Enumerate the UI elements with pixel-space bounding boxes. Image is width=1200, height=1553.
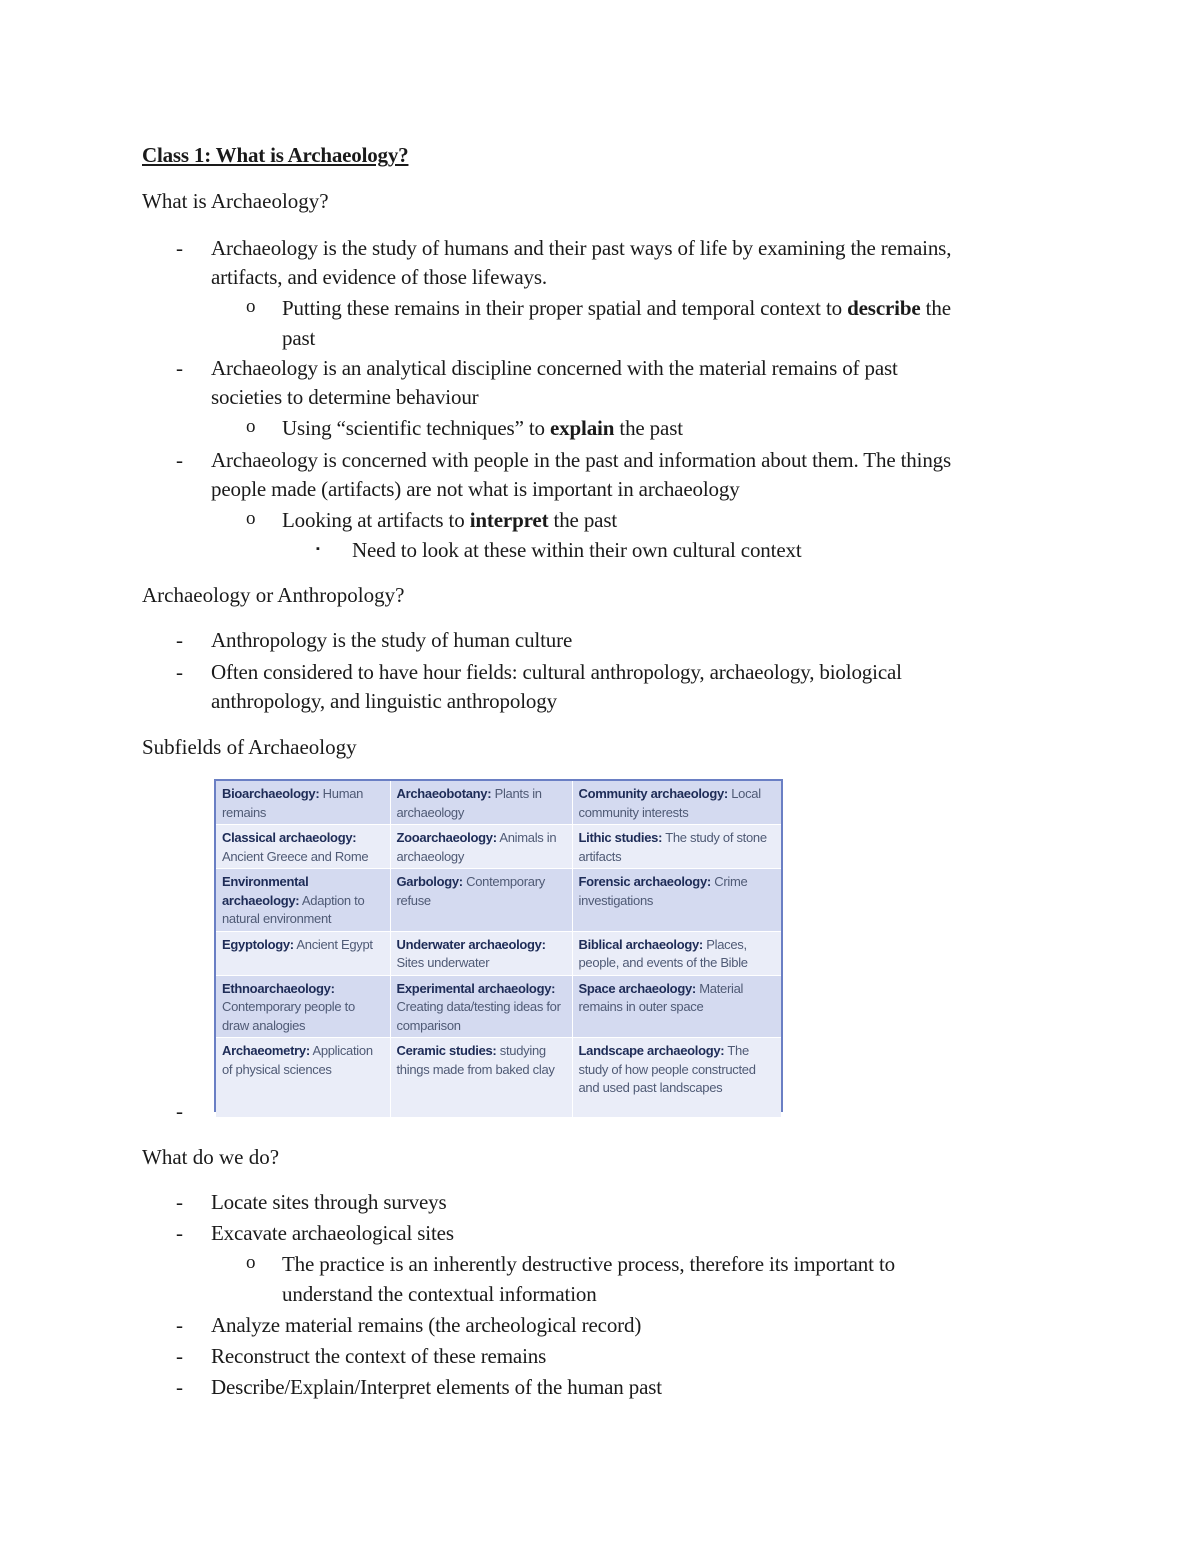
subfield-term: Classical archaeology:: [222, 830, 357, 845]
bullet-line: Archaeology is the study of humans and their past ways of life by examining the remains,: [211, 236, 952, 260]
subfield-description: Adaption to natural environment: [222, 892, 365, 926]
subfield-cell: [390, 931, 572, 975]
subfield-cell: [572, 931, 781, 975]
subfield-description: Plants in archaeology: [396, 786, 542, 820]
emphasis-describe: describe: [847, 296, 921, 320]
circle-bullet: o: [246, 416, 256, 437]
subfield-term: Lithic studies:: [578, 830, 663, 845]
dash-bullet: -: [176, 628, 183, 652]
subfield-cell: [216, 781, 390, 825]
subfields-row: [216, 931, 781, 975]
subfield-cell: [572, 869, 781, 932]
subfield-description: Human remains: [222, 786, 364, 820]
subfield-term: Ethnoarchaeology:: [222, 980, 335, 996]
bullet-line: Archaeology is concerned with people in the past and information about them. The things: [211, 448, 952, 472]
subfield-cell: [216, 825, 390, 869]
subfield-term: Ceramic studies:: [396, 1043, 497, 1058]
dash-bullet: -: [176, 1344, 183, 1368]
subfield-description: Application of physical sciences: [222, 1043, 373, 1077]
bullet-line: Anthropology is the study of human culture: [211, 628, 573, 652]
subfield-description: Contemporary refuse: [396, 874, 545, 908]
dash-bullet: -: [176, 448, 183, 472]
subfield-cell: [216, 1038, 390, 1118]
subfields-row: [216, 1038, 781, 1118]
subfields-row: [216, 781, 781, 825]
subfield-cell: [390, 1038, 572, 1118]
sub-bullet-line: Looking at artifacts to interpret the past: [282, 508, 618, 532]
subfield-cell: [216, 931, 390, 975]
subfield-term: Archaeobotany:: [396, 786, 492, 801]
dash-bullet: -: [176, 236, 183, 260]
bullet-line: Analyze material remains (the archeological record): [211, 1313, 642, 1337]
subfield-cell: [572, 1038, 781, 1118]
subfield-description: Local community interests: [578, 786, 761, 820]
page-title: Class 1: What is Archaeology?: [142, 143, 409, 167]
subfield-term: Garbology:: [396, 874, 463, 889]
bullet-line: Reconstruct the context of these remains: [211, 1344, 547, 1368]
subfield-description: Crime investigations: [578, 874, 748, 908]
square-bullet: ▪: [316, 543, 320, 555]
subfield-cell: [390, 781, 572, 825]
subfields-row: [216, 869, 781, 932]
dash-bullet: -: [176, 1099, 183, 1123]
bullet-line: anthropology, and linguistic anthropology: [211, 689, 557, 713]
subfield-description: Ancient Egypt: [293, 936, 373, 952]
bullet-line: Often considered to have hour fields: cultural anthropology, archaeology, biological: [211, 660, 902, 684]
subfield-term: Landscape archaeology:: [578, 1043, 725, 1058]
subfield-term: Space archaeology:: [578, 980, 696, 996]
subfield-term: Environmental archaeology:: [222, 874, 309, 908]
dash-bullet: -: [176, 1313, 183, 1337]
sub-bullet-line: past: [282, 326, 316, 350]
subfield-term: Archaeometry:: [222, 1043, 310, 1058]
heading-anthropology: Archaeology or Anthropology?: [142, 583, 405, 607]
heading-what-is: What is Archaeology?: [142, 189, 329, 213]
subfield-term: Forensic archaeology:: [578, 874, 711, 889]
subfield-term: Underwater archaeology:: [396, 936, 546, 952]
circle-bullet: o: [246, 508, 256, 529]
subfield-cell: [216, 975, 390, 1038]
subfields-table: [216, 781, 781, 1118]
subfield-description: Creating data/testing ideas for comparison: [396, 999, 561, 1033]
bullet-line: artifacts, and evidence of those lifeways.: [211, 265, 547, 289]
subfield-description: The study of how people constructed and used past landscapes: [578, 1043, 756, 1095]
sub-bullet-line: understand the contextual information: [282, 1282, 597, 1306]
bullet-line: Archaeology is an analytical discipline concerned with the material remains of past: [211, 356, 898, 380]
subfield-term: Community archaeology:: [578, 786, 728, 801]
bullet-line: Locate sites through surveys: [211, 1190, 447, 1214]
subfield-cell: [390, 869, 572, 932]
subfield-term: Zooarchaeology:: [396, 830, 497, 845]
bullet-line: Excavate archaeological sites: [211, 1221, 454, 1245]
subfield-description: Ancient Greece and Rome: [222, 848, 369, 864]
subfield-term: Bioarchaeology:: [222, 786, 320, 801]
sub-bullet-line: Using “scientific techniques” to explain the past: [282, 416, 683, 440]
subfield-cell: [390, 825, 572, 869]
sub-bullet-line: Putting these remains in their proper spatial and temporal context to describe the: [282, 296, 951, 320]
bullet-line: Describe/Explain/Interpret elements of the human past: [211, 1375, 662, 1399]
emphasis-explain: explain: [549, 416, 615, 440]
sub-sub-bullet-line: Need to look at these within their own cultural context: [352, 538, 802, 562]
subfield-description: Sites underwater: [396, 955, 490, 970]
subfield-cell: [216, 869, 390, 932]
dash-bullet: -: [176, 1221, 183, 1245]
subfields-table-image: [214, 779, 783, 1112]
circle-bullet: o: [246, 1252, 256, 1273]
heading-subfields: Subfields of Archaeology: [142, 735, 357, 759]
subfields-row: [216, 975, 781, 1038]
dash-bullet: -: [176, 1375, 183, 1399]
dash-bullet: -: [176, 660, 183, 684]
emphasis-interpret: interpret: [469, 508, 549, 532]
heading-what-do: What do we do?: [142, 1145, 280, 1169]
circle-bullet: o: [246, 296, 256, 317]
subfield-description: studying things made from baked clay: [396, 1043, 555, 1077]
subfield-term: Experimental archaeology:: [396, 980, 556, 996]
subfield-description: Places, people, and events of the Bible: [578, 936, 748, 970]
subfield-term: Egyptology:: [222, 936, 294, 952]
subfield-description: Animals in archaeology: [396, 830, 557, 864]
sub-bullet-line: The practice is an inherently destructive process, therefore its important to: [282, 1252, 895, 1276]
subfield-description: Contemporary people to draw analogies: [222, 999, 355, 1033]
dash-bullet: -: [176, 1190, 183, 1214]
subfields-row: [216, 825, 781, 869]
subfield-cell: [572, 975, 781, 1038]
bullet-line: societies to determine behaviour: [211, 385, 479, 409]
subfield-cell: [572, 825, 781, 869]
subfield-description: The study of stone artifacts: [578, 830, 767, 864]
subfield-description: Material remains in outer space: [578, 980, 744, 1014]
dash-bullet: -: [176, 356, 183, 380]
subfield-cell: [572, 781, 781, 825]
subfield-cell: [390, 975, 572, 1038]
subfield-term: Biblical archaeology:: [578, 936, 703, 952]
bullet-line: people made (artifacts) are not what is important in archaeology: [211, 477, 740, 501]
